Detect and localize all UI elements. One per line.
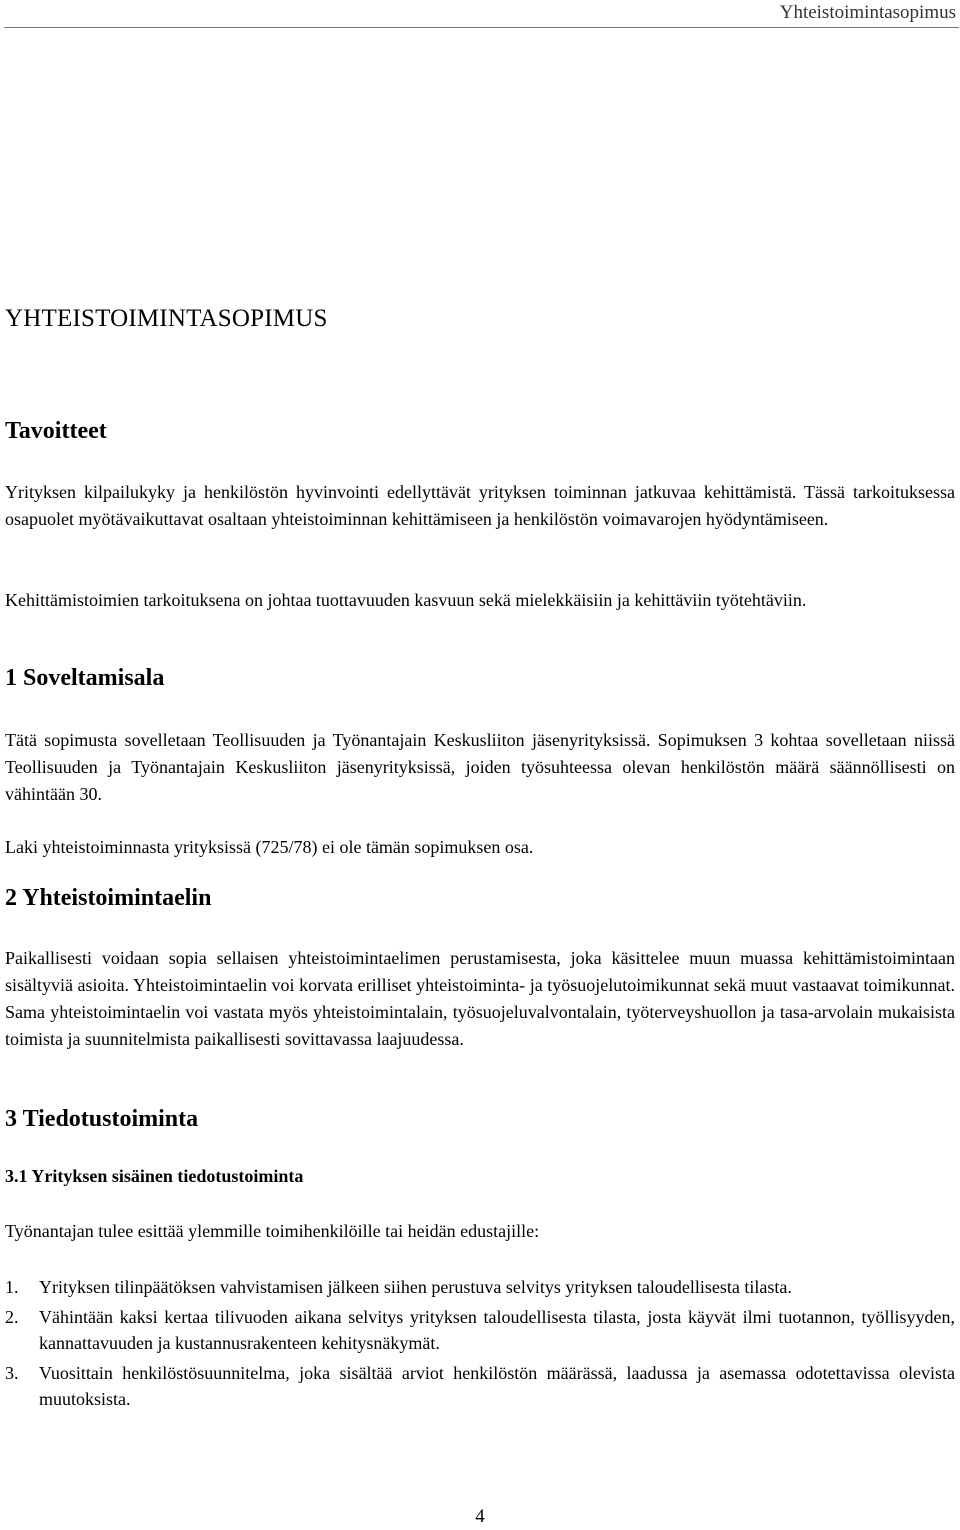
list-item-text: Vuosittain henkilöstösuunnitelma, joka sisältää arviot henkilöstön määrässä, laadussa ja asemassa odotettavissa olevista muutoksista. — [39, 1363, 955, 1409]
list-item-number: 3. — [5, 1363, 19, 1383]
header-divider — [4, 27, 959, 28]
paragraph-yhteistoimintaelin: Paikallisesti voidaan sopia sellaisen yhteistoimintaelimen perustamisesta, joka käsittelee muun muassa kehittämistoimintaan sisältyviä asioita. Yhteistoimintaelin voi korvata erilliset yhteistoiminta- ja työsuojelutoimikunnat sekä muut vastaavat toimikunnat. Sama yhteistoimintaelin voi vastata myös yhteistoimintalain, työsuojeluvalvontalain, työterveyshuollon ja tasa-arvolain mukaisista toimista ja suunnitelmista paikallisesti sovittavassa laajuudessa. — [5, 948, 955, 1049]
paragraph-tavoitteet-2: Kehittämistoimien tarkoituksena on johtaa tuottavuuden kasvuun sekä mielekkäisiin ja kehittäviin työtehtäviin. — [5, 590, 807, 610]
paragraph-tavoitteet-1: Yrityksen kilpailukyky ja henkilöstön hyvinvointi edellyttävät yrityksen toiminnan jatkuvaa kehittämistä. Tässä tarkoituksessa osapuolet myötävaikuttavat osaltaan yhteistoiminnan kehittämiseen ja henkilöstön voimavarojen hyödyntämiseen. — [5, 482, 955, 529]
list-item — [5, 1304, 955, 1356]
heading-yhteistoimintaelin: 2 Yhteistoimintaelin — [5, 885, 212, 911]
list-item-number: 2. — [5, 1307, 19, 1327]
list-item-number: 1. — [5, 1277, 19, 1297]
paragraph-soveltamisala-2: Laki yhteistoiminnasta yrityksissä (725/78) ei ole tämän sopimuksen osa. — [5, 837, 534, 857]
list-item — [5, 1274, 955, 1300]
numbered-list — [5, 1274, 955, 1412]
paragraph-list-intro: Työnantajan tulee esittää ylemmille toimihenkilöille tai heidän edustajille: — [5, 1221, 540, 1241]
document-title: YHTEISTOIMINTASOPIMUS — [5, 305, 328, 332]
heading-soveltamisala: 1 Soveltamisala — [5, 665, 165, 691]
heading-tiedotustoiminta: 3 Tiedotustoiminta — [5, 1106, 199, 1132]
subheading-sisainen-tiedotustoiminta: 3.1 Yrityksen sisäinen tiedotustoiminta — [5, 1166, 304, 1186]
heading-tavoitteet: Tavoitteet — [5, 418, 107, 444]
list-item — [5, 1360, 955, 1412]
list-item-text: Vähintään kaksi kertaa tilivuoden aikana selvitys yrityksen taloudellisesta tilasta, josta käyvät ilmi tuotannon, työllisyyden, kannattavuuden ja kustannusrakenteen kehitysnäkymät. — [39, 1307, 955, 1353]
paragraph-soveltamisala-1: Tätä sopimusta sovelletaan Teollisuuden ja Työnantajain Keskusliiton jäsenyrityksissä. Sopimuksen 3 kohtaa sovelletaan niissä Teollisuuden ja Työnantajain Keskusliiton jäsenyrityksissä, joiden työsuhteessa olevan henkilöstön määrä säännöllisesti on vähintään 30. — [5, 730, 955, 804]
list-item-text: Yrityksen tilinpäätöksen vahvistamisen jälkeen siihen perustuva selvitys yrityksen taloudellisesta tilasta. — [39, 1277, 792, 1297]
running-header: Yhteistoimintasopimus — [779, 2, 956, 23]
page-number: 4 — [475, 1506, 485, 1527]
